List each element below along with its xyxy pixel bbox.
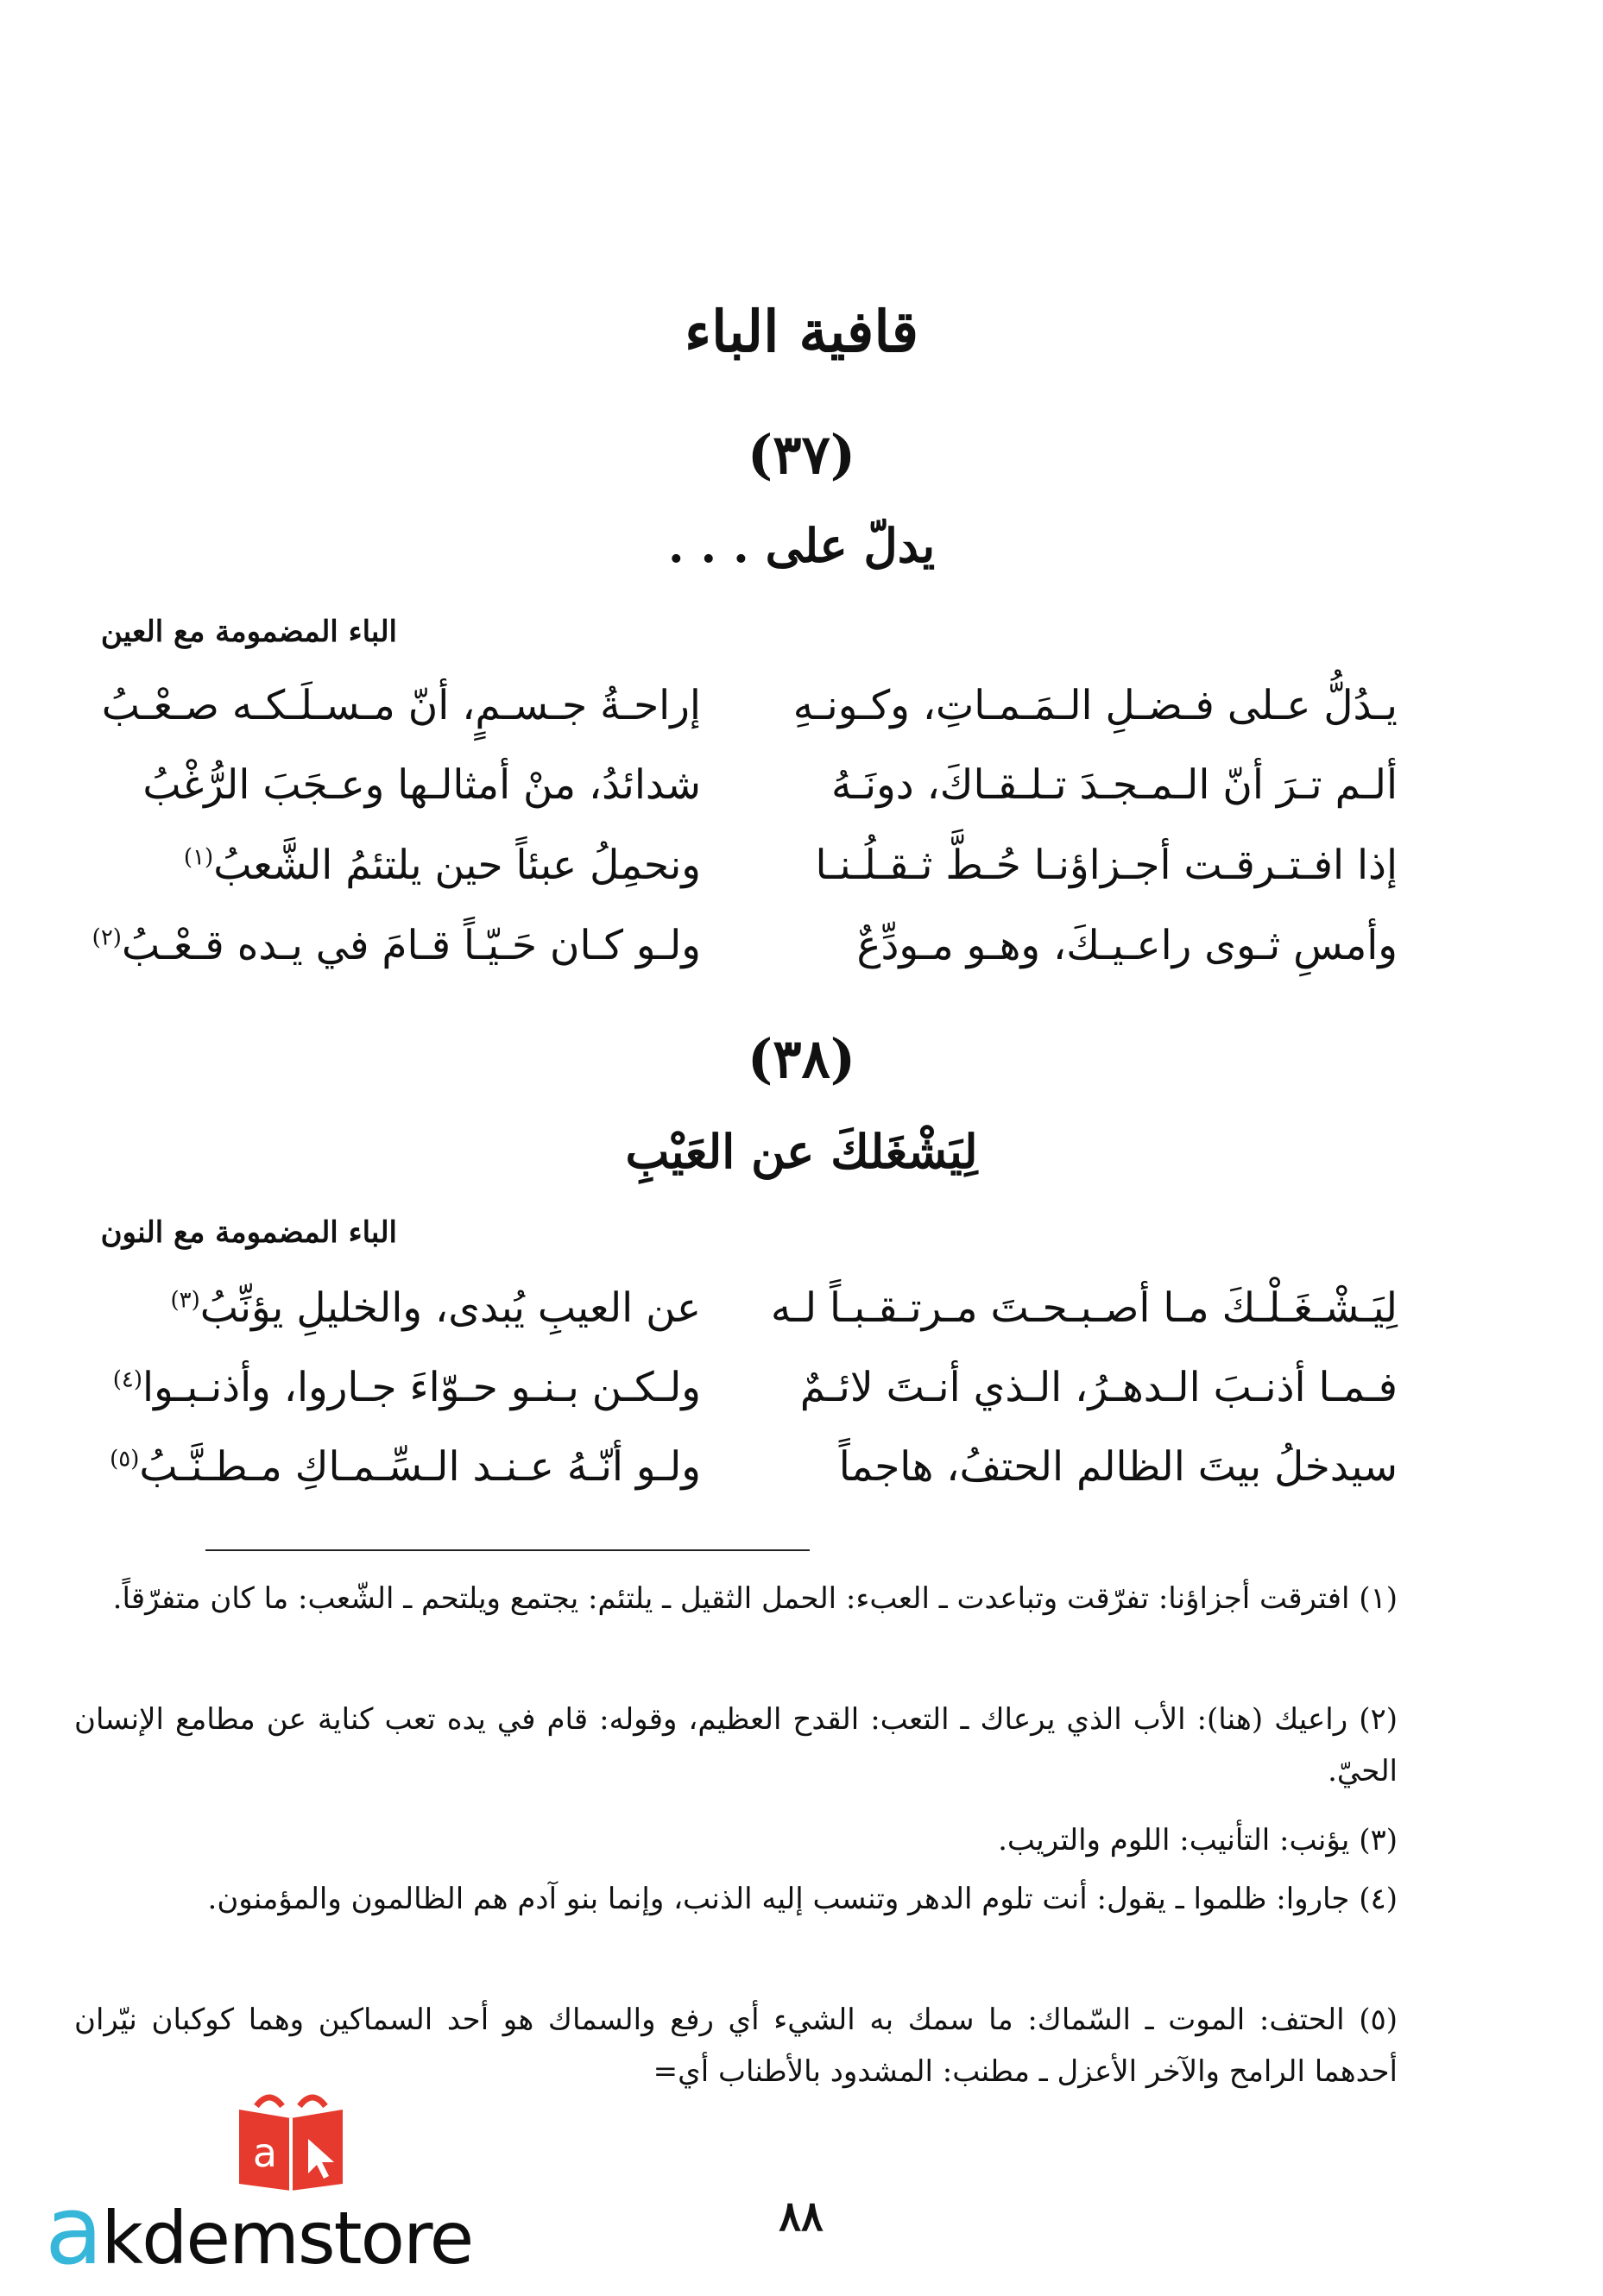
verse-first-hemistich: يـدُلُّ عـلى فـضـلِ الـمَـمـاتِ، وكـونـهِ xyxy=(792,682,1398,729)
footnote-number: (٢) xyxy=(1359,1702,1398,1737)
footnote-ref: (٣) xyxy=(170,1287,200,1314)
poem-title: يدلّ على . . . xyxy=(667,518,936,573)
verse-second-hemistich: شدائدُ، منْ أمثالـها وعـجَبَ الرُّغْبُ xyxy=(142,761,701,809)
footnote xyxy=(74,1873,1398,1925)
verse-first-hemistich: سيدخلُ بيتَ الظالم الحتفُ، هاجماً xyxy=(838,1443,1398,1491)
verse-first-hemistich: فـمـا أذنـبَ الـدهـرُ، الـذي أنـتَ لائـمٌ xyxy=(799,1364,1398,1411)
brand-accent-letter: a xyxy=(45,2175,102,2286)
footnote-ref: (٢) xyxy=(92,924,122,951)
footnote xyxy=(74,1814,1398,1866)
footnote-number: (٣) xyxy=(1359,1823,1398,1858)
verse-first-hemistich: لِيَـشْـغَـلْـكَ مـا أصـبـحـتَ مـرتـقـبـاً لـه xyxy=(770,1284,1398,1332)
footnote-text: راعيك (هنا): الأب الذي يرعاك ـ التعب: القدح العظيم، وقوله: قام في يده تعب كناية عن مطامع الإنسان الحيّ. xyxy=(74,1702,1398,1788)
verse-second-hemistich: عن العيبِ يُبدى، والخليلِ يؤنِّبُ$^{(٣)}$ xyxy=(170,1284,701,1332)
footnote-ref: (٥) xyxy=(110,1446,140,1473)
rhyme-label: الباء المضمومة مع النون xyxy=(100,1215,397,1250)
verse-first-hemistich: ألـم تـرَ أنّ الـمـجـدَ تـلـقـاكَ، دونَـهُ xyxy=(831,761,1398,809)
footnote-text: جاروا: ظلموا ـ يقول: أنت تلوم الدهر وتنسب إليه الذنب، وإنما بنو آدم هم الظالمون والمؤمنون. xyxy=(207,1882,1350,1916)
verse-line xyxy=(0,922,1603,991)
footnote-text: يؤنب: التأنيب: اللوم والتريب. xyxy=(998,1823,1350,1858)
verse-line xyxy=(0,761,1603,830)
verse-second-hemistich: ولـو كـان حَـيّـاً قـامَ في يـده قـعْـبُ$^{(٢)}$ xyxy=(92,922,701,969)
verse-line xyxy=(0,842,1603,911)
footnote-text: الحتف: الموت ـ السّماك: ما سمك به الشيء أي رفع والسماك هو أحد السماكين وهما كوكبان نيّران أحدهما الرامح والآخر الأعزل ـ مطنب: المشدود بالأطناب أي= xyxy=(74,2003,1398,2089)
poem-title: لِيَشْغَلكَ عن العَيْبِ xyxy=(625,1124,978,1179)
verse-first-hemistich: إذا افـتـرقـت أجـزاؤنـا حُـطَّ ثـقـلُـنـا xyxy=(815,842,1398,889)
verse-second-hemistich: ولـكـن بـنـو حـوّاءَ جـاروا، وأذنـبـوا$^{(٤)}$ xyxy=(112,1364,701,1411)
store-watermark xyxy=(45,2089,511,2286)
verse-second-hemistich: ولـو أنّـهُ عـنـد الـسِّـمـاكِ مـطـنَّـبُ$^{(٥)}$ xyxy=(110,1443,701,1491)
footnote-number: (٥) xyxy=(1359,2003,1398,2037)
footnote xyxy=(74,1994,1398,2097)
chapter-title: قافية الباء xyxy=(685,298,918,365)
footnote xyxy=(74,1694,1398,1797)
footnote-number: (١) xyxy=(1359,1581,1398,1616)
footnote-divider xyxy=(205,1549,810,1551)
footnote xyxy=(74,1573,1398,1624)
footnote-text: افترقت أجزاؤنا: تفرّقت وتباعدت ـ العبء: الحمل الثقيل ـ يلتئم: يجتمع ويلتحم ـ الشّعب: ما كان متفرّقاً. xyxy=(112,1581,1350,1616)
verse-line xyxy=(0,1284,1603,1353)
svg-text:a: a xyxy=(252,2129,278,2176)
verse-line xyxy=(0,1364,1603,1433)
verse-line xyxy=(0,682,1603,751)
footnote-ref: (١) xyxy=(183,844,214,871)
verse-line xyxy=(0,1443,1603,1512)
page-number: ٨٨ xyxy=(779,2192,824,2241)
poem-number: (٣٧) xyxy=(747,423,856,486)
verse-second-hemistich: إراحـةُ جـسـمٍ، أنّ مـسـلَـكـه صـعْـبُ xyxy=(101,682,701,729)
footnote-number: (٤) xyxy=(1359,1882,1398,1916)
verse-first-hemistich: وأمسِ ثـوى راعـيـكَ، وهـو مـودِّعٌ xyxy=(856,922,1398,969)
footnote-ref: (٤) xyxy=(112,1366,143,1393)
verse-second-hemistich: ونحمِلُ عبئاً حين يلتئمُ الشَّعبُ$^{(١)}$ xyxy=(183,842,701,889)
poem-number: (٣٨) xyxy=(747,1027,856,1090)
rhyme-label: الباء المضمومة مع العين xyxy=(100,615,397,649)
brand-name: akdemstore xyxy=(45,2175,473,2286)
